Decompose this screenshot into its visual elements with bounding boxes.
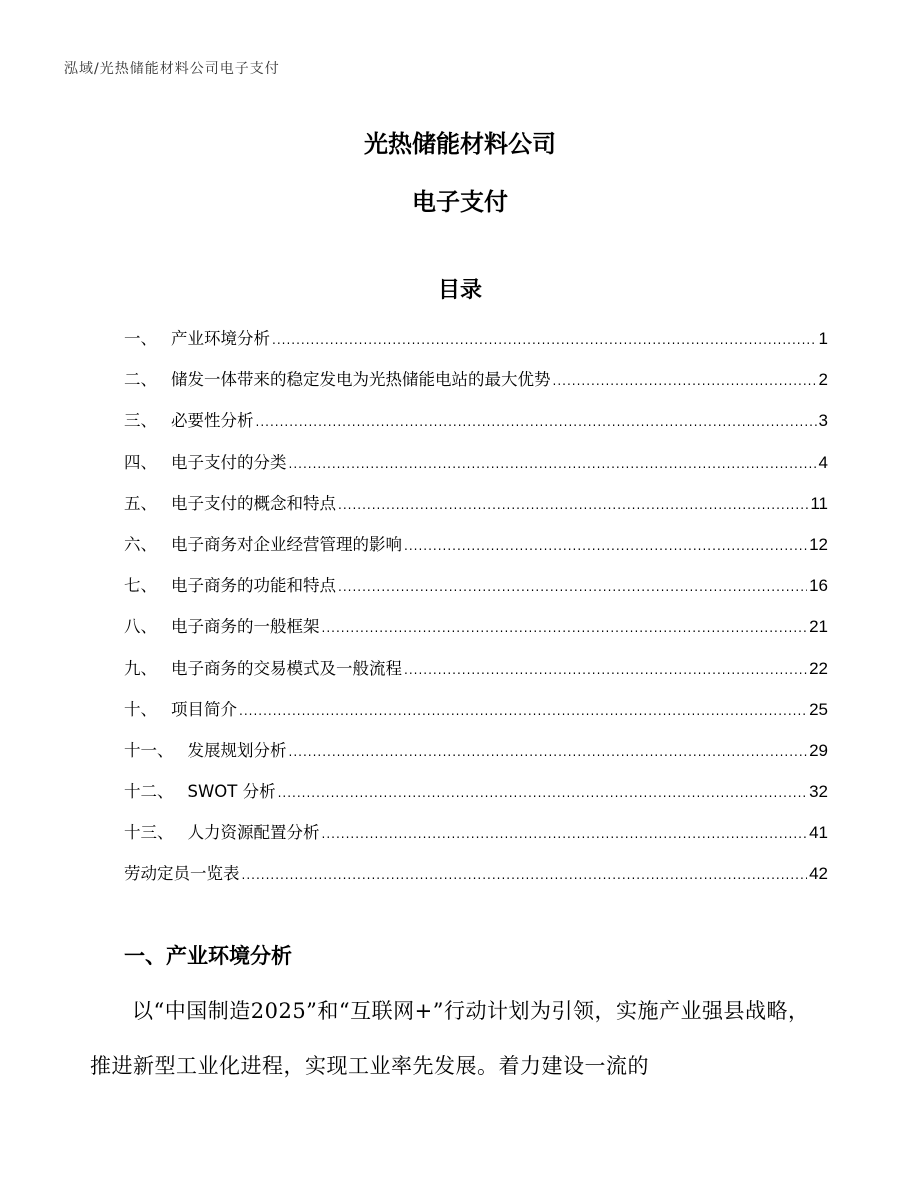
toc-entry-page: 42 bbox=[809, 864, 828, 884]
toc-entry-number: 九、 bbox=[124, 658, 157, 678]
toc-entry-number: 十三、 bbox=[124, 823, 174, 843]
table-of-contents bbox=[124, 325, 828, 902]
toc-entry-title: 发展规划分析 bbox=[187, 740, 287, 760]
toc-entry-number: 三、 bbox=[124, 411, 157, 431]
toc-entry-number: 十二、 bbox=[124, 782, 174, 802]
toc-leader-dots bbox=[289, 457, 817, 471]
toc-entry-number: 十、 bbox=[124, 699, 157, 719]
toc-entry-title: 项目简介 bbox=[171, 699, 237, 719]
toc-entry-number: 一、 bbox=[124, 329, 157, 348]
toc-entry-page: 25 bbox=[809, 699, 828, 719]
toc-entry-page: 2 bbox=[818, 370, 828, 390]
toc-heading: 目录 bbox=[437, 278, 482, 303]
toc-entry-page: 11 bbox=[810, 493, 828, 513]
toc-entry-number: 七、 bbox=[124, 576, 157, 596]
toc-entry[interactable] bbox=[124, 531, 828, 572]
toc-entry[interactable] bbox=[124, 407, 828, 448]
toc-entry-number: 十一、 bbox=[124, 740, 174, 760]
toc-leader-dots bbox=[338, 580, 807, 594]
toc-entry[interactable] bbox=[124, 696, 828, 737]
toc-entry[interactable] bbox=[124, 572, 828, 613]
document-subtitle: 电子支付 bbox=[412, 188, 508, 216]
toc-entry-title: 储发一体带来的稳定发电为光热储能电站的最大优势 bbox=[171, 370, 551, 390]
toc-leader-dots bbox=[239, 704, 807, 718]
toc-entry-page: 41 bbox=[809, 823, 828, 843]
toc-entry-title: 人力资源配置分析 bbox=[187, 823, 320, 843]
toc-entry-title: 产业环境分析 bbox=[171, 329, 270, 348]
toc-entry[interactable] bbox=[124, 366, 828, 407]
toc-leader-dots bbox=[404, 663, 807, 677]
toc-entry-title: 必要性分析 bbox=[171, 411, 254, 431]
toc-entry[interactable] bbox=[124, 490, 828, 531]
section-heading: 一、产业环境分析 bbox=[124, 944, 292, 968]
toc-leader-dots bbox=[553, 374, 817, 388]
toc-entry-page: 29 bbox=[809, 740, 828, 760]
toc-entry[interactable] bbox=[124, 449, 828, 490]
toc-entry-page: 22 bbox=[809, 658, 828, 678]
toc-leader-dots bbox=[322, 827, 808, 841]
toc-entry-title: 电子商务的交易模式及一般流程 bbox=[171, 658, 402, 678]
toc-entry-page: 4 bbox=[818, 452, 828, 472]
toc-entry-title: 电子商务的功能和特点 bbox=[171, 576, 336, 596]
toc-leader-dots bbox=[256, 415, 817, 429]
toc-entry[interactable] bbox=[124, 819, 828, 860]
body-paragraph: 以“中国制造2025”和“互联网+”行动计划为引领，实施产业强县战略，推进新型工业化进程，实现工业率先发展。着力建设一流的 bbox=[90, 999, 810, 1078]
toc-leader-dots bbox=[338, 498, 808, 512]
toc-leader-dots bbox=[322, 621, 808, 635]
toc-entry-title: 电子支付的分类 bbox=[171, 452, 287, 472]
toc-leader-dots bbox=[272, 333, 817, 347]
toc-leader-dots bbox=[404, 539, 807, 553]
toc-entry-title: SWOT 分析 bbox=[187, 782, 276, 802]
toc-entry[interactable] bbox=[124, 325, 828, 366]
toc-entry-number: 六、 bbox=[124, 534, 157, 554]
toc-entry-number: 四、 bbox=[124, 452, 157, 472]
toc-leader-dots bbox=[289, 745, 808, 759]
toc-leader-dots bbox=[242, 868, 808, 882]
toc-entry-page: 12 bbox=[809, 534, 828, 554]
toc-entry[interactable] bbox=[124, 737, 828, 778]
toc-entry-page: 32 bbox=[809, 782, 828, 802]
document-title: 光热储能材料公司 bbox=[364, 130, 556, 158]
toc-entry-number: 五、 bbox=[124, 493, 157, 513]
toc-entry-page: 3 bbox=[818, 411, 828, 431]
toc-entry-page: 1 bbox=[818, 329, 828, 348]
toc-entry[interactable] bbox=[124, 613, 828, 654]
toc-entry[interactable] bbox=[124, 860, 828, 901]
toc-leader-dots bbox=[278, 786, 807, 800]
toc-entry[interactable] bbox=[124, 778, 828, 819]
toc-entry-title: 电子商务的一般框架 bbox=[171, 617, 320, 637]
toc-entry-page: 21 bbox=[809, 617, 828, 637]
toc-entry-page: 16 bbox=[809, 576, 828, 596]
toc-entry-title: 电子支付的概念和特点 bbox=[171, 493, 336, 513]
toc-entry-number: 二、 bbox=[124, 370, 157, 390]
running-header: 泓域/光热储能材料公司电子支付 bbox=[64, 61, 280, 77]
toc-entry[interactable] bbox=[124, 655, 828, 696]
toc-entry-title: 劳动定员一览表 bbox=[124, 864, 240, 884]
toc-entry-title: 电子商务对企业经营管理的影响 bbox=[171, 534, 402, 554]
toc-entry-number: 八、 bbox=[124, 617, 157, 637]
